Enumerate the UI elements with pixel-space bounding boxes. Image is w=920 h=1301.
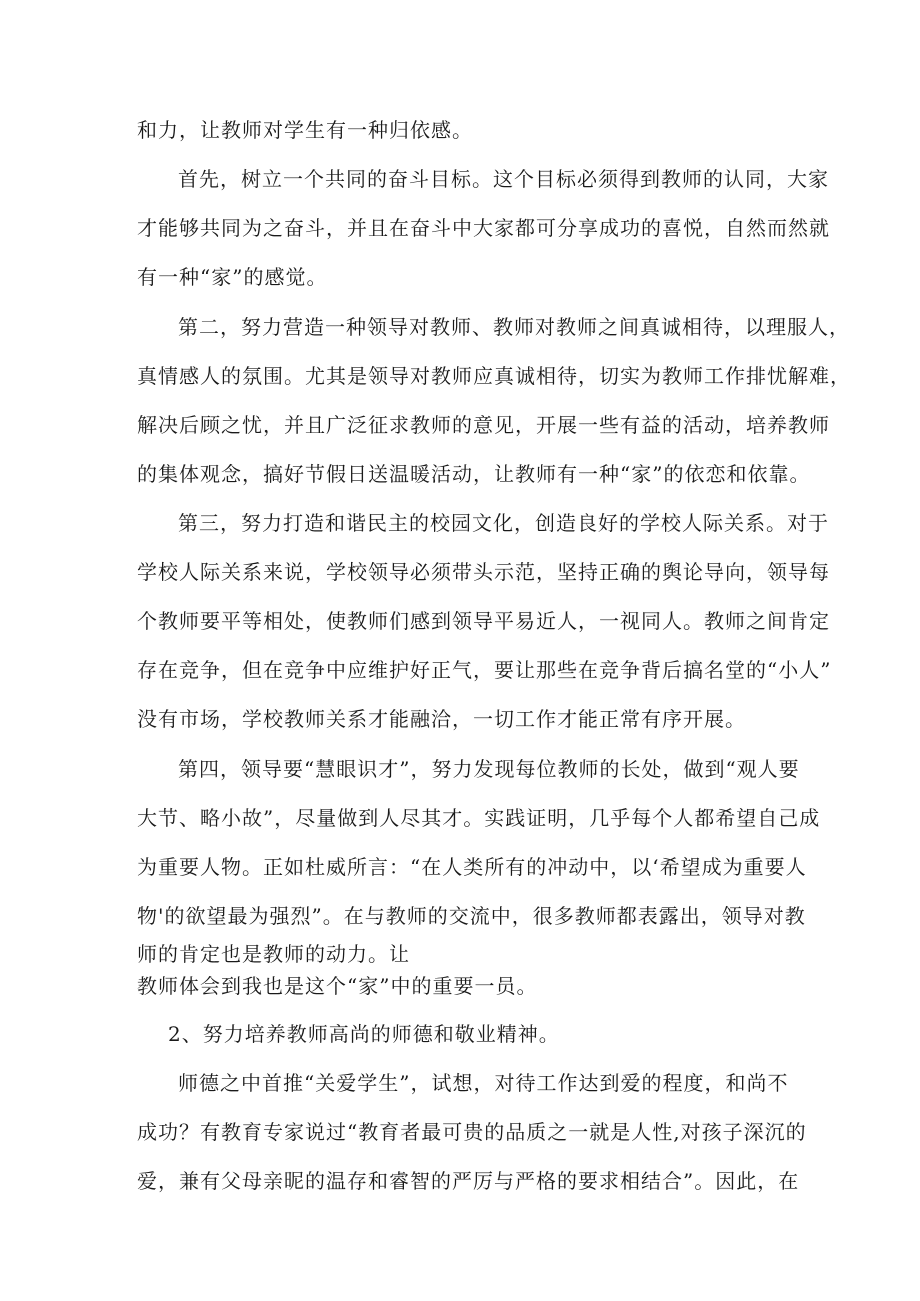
text-line-11: 个教师要平等相处，使教师们感到领导平易近人，一视同人。教师之间肯定 [137,609,830,633]
text-line-17: 物'的欲望最为强烈”。在与教师的交流中，很多教师都表露出，领导对教 [137,904,806,928]
text-line-13: 没有市场，学校教师关系才能融洽，一切工作才能正常有序开展。 [137,707,746,731]
text-line-8: 的集体观念，搞好节假日送温暖活动，让教师有一种“家”的依恋和依靠。 [137,462,811,486]
text-line-10: 学校人际关系来说，学校领导必须带头示范，坚持正确的舆论导向，领导每 [137,560,830,584]
text-line-1: 和力，让教师对学生有一种归依感。 [137,118,473,142]
text-line-15: 大节、略小故”，尽量做到人尽其才。实践证明，几乎每个人都希望自己成 [137,806,821,830]
text-line-3: 才能够共同为之奋斗，并且在奋斗中大家都可分享成功的喜悦，自然而然就 [137,216,830,240]
text-line-2: 首先，树立一个共同的奋斗目标。这个目标必须得到教师的认同，大家 [178,167,829,191]
text-line-6: 真情感人的氛围。尤其是领导对教师应真诚相待，切实为教师工作排忧解难， [137,364,851,388]
text-line-5: 第二，努力营造一种领导对教师、教师对教师之间真诚相待，以理服人， [178,315,850,339]
text-line-16: 为重要人物。正如杜威所言：“在人类所有的冲动中，以‘希望成为重要人 [137,855,807,879]
text-line-9: 第三，努力打造和谐民主的校园文化，创造良好的学校人际关系。对于 [178,511,829,535]
text-line-4: 有一种“家”的感觉。 [137,265,328,289]
numbered-heading: 2、努力培养教师高尚的师德和敬业精神。 [168,1022,560,1046]
text-line-7: 解决后顾之忧，并且广泛征求教师的意见，开展一些有益的活动，培养教师 [137,413,830,437]
text-line-12: 存在竞争，但在竞争中应维护好正气，要让那些在竞争背后搞名堂的“小人” [137,658,832,682]
text-line-18: 师的肯定也是教师的动力。让 [137,942,410,966]
text-line-14: 第四，领导要“慧眼识才”，努力发现每位教师的长处，做到“观人要 [178,757,800,781]
text-line-19: 教师体会到我也是这个“家”中的重要一员。 [137,974,538,998]
text-line-21: 师德之中首推“关爱学生”，试想，对待工作达到爱的程度，和尚不 [178,1071,789,1095]
text-line-22: 成功？有教育专家说过“教育者最可贵的品质之一就是人性,对孩子深沉的 [137,1120,807,1144]
text-line-23: 爱，兼有父母亲昵的温存和睿智的严厉与严格的要求相结合”。因此，在 [137,1169,800,1193]
